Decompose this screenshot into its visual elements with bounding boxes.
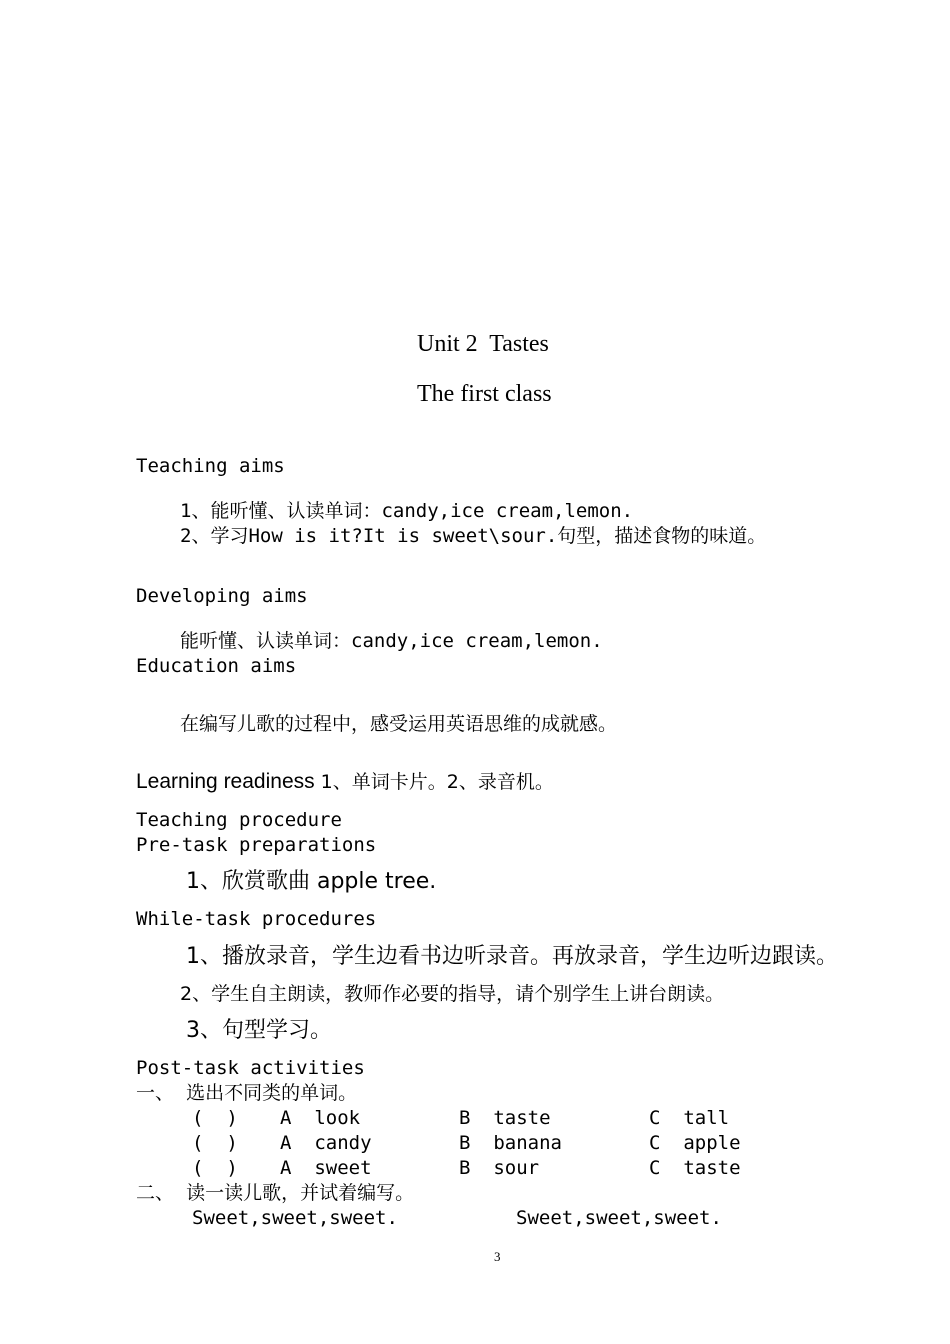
- education-aims-heading: Education aims: [136, 655, 297, 677]
- exercise-1-row-1-c: C tall: [649, 1107, 730, 1129]
- teaching-aim-1: 1、能听懂、认读单词：candy,ice cream,lemon.: [180, 500, 634, 522]
- exercise-1-row-3-blank: ( ): [192, 1157, 238, 1179]
- teaching-aims-heading: Teaching aims: [136, 455, 285, 477]
- exercise-1-row-3-c: C taste: [649, 1157, 741, 1179]
- exercise-1-row-1-a: A look: [280, 1107, 361, 1129]
- developing-aims-heading: Developing aims: [136, 585, 308, 607]
- while-task-item-1: 1、播放录音，学生边看书边听录音。再放录音，学生边听边跟读。: [186, 944, 838, 969]
- exercise-1-row-1-b: B taste: [459, 1107, 551, 1129]
- exercise-1-row-2-b: B banana: [459, 1132, 562, 1154]
- teaching-aim-2: 2、学习How is it?It is sweet\sour.句型，描述食物的味道。: [180, 525, 767, 547]
- exercise-1-title: 一、 选出不同类的单词。: [136, 1082, 358, 1104]
- developing-aim-item: 能听懂、认读单词：candy,ice cream,lemon.: [180, 630, 603, 652]
- class-subtitle: The first class: [417, 381, 552, 407]
- teaching-procedure-heading: Teaching procedure: [136, 809, 342, 831]
- exercise-1-row-2-a: A candy: [280, 1132, 372, 1154]
- page-number: 3: [494, 1249, 501, 1264]
- exercise-2-left-line: Sweet,sweet,sweet.: [192, 1207, 398, 1229]
- exercise-1-row-2-blank: ( ): [192, 1132, 238, 1154]
- learning-readiness-label: Learning readiness: [136, 770, 315, 793]
- learning-readiness: [136, 771, 554, 792]
- while-task-heading: While-task procedures: [136, 908, 377, 930]
- while-task-item-3: 3、句型学习。: [186, 1018, 332, 1043]
- exercise-1-row-2-c: C apple: [649, 1132, 741, 1154]
- unit-title: Unit 2 Tastes: [417, 331, 549, 357]
- learning-readiness-content: 1、单词卡片。2、录音机。: [314, 771, 554, 793]
- post-task-heading: Post-task activities: [136, 1057, 365, 1079]
- exercise-2-right-line: Sweet,sweet,sweet.: [516, 1207, 722, 1229]
- exercise-1-row-3-b: B sour: [459, 1157, 540, 1179]
- exercise-1-row-3-a: A sweet: [280, 1157, 372, 1179]
- while-task-item-2: 2、学生自主朗读，教师作必要的指导，请个别学生上讲台朗读。: [180, 983, 725, 1005]
- exercise-1-row-1-blank: ( ): [192, 1107, 238, 1129]
- pre-task-item: 1、欣赏歌曲 apple tree.: [186, 869, 437, 894]
- exercise-2-title: 二、 读一读儿歌，并试着编写。: [136, 1182, 415, 1204]
- pre-task-heading: Pre-task preparations: [136, 834, 377, 856]
- education-aim-item: 在编写儿歌的过程中，感受运用英语思维的成就感。: [180, 713, 618, 735]
